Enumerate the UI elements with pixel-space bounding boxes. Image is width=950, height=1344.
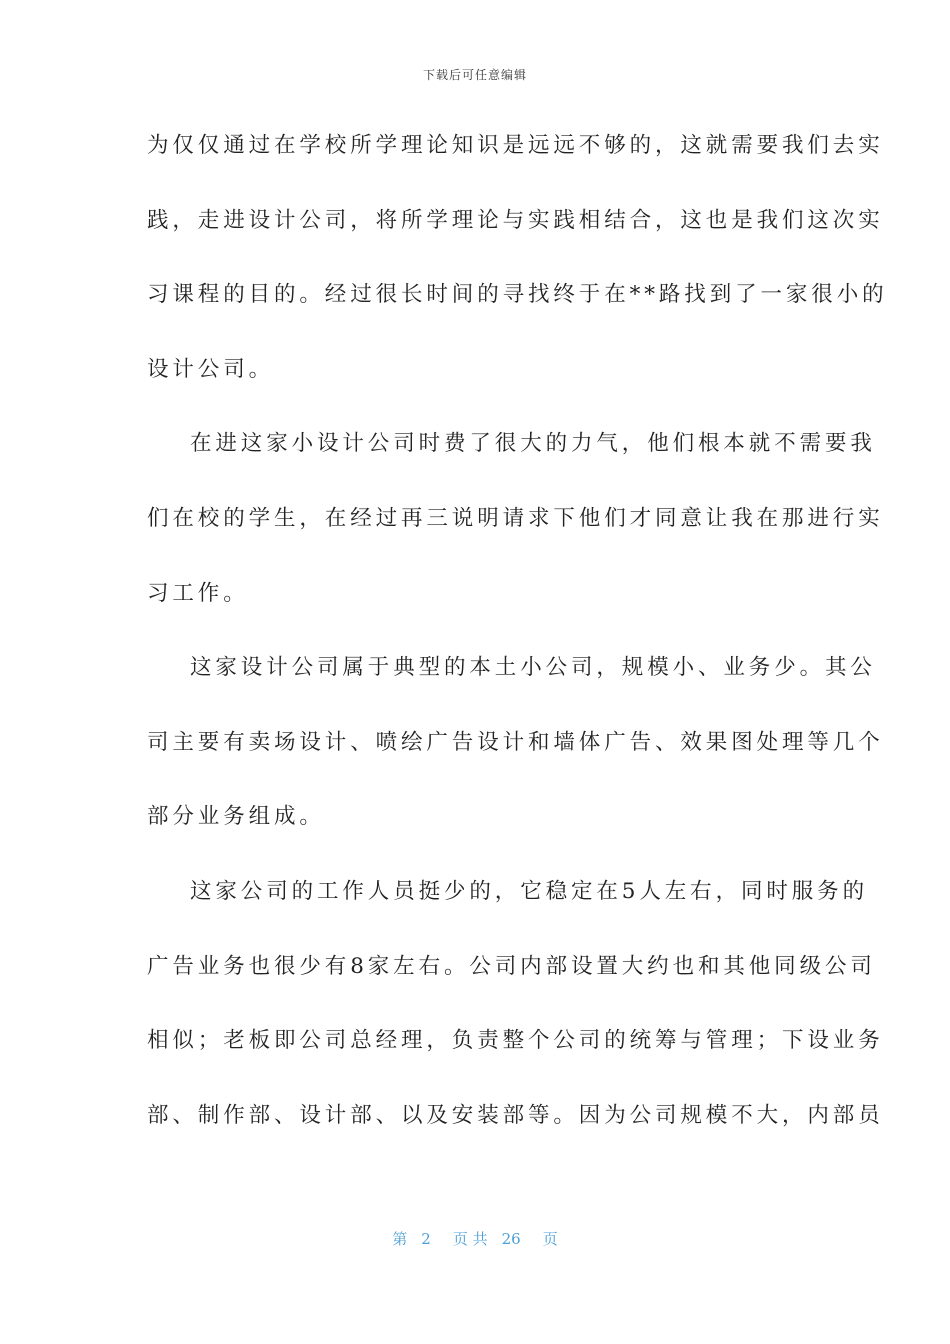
paragraph-first-line: 在进这家小设计公司时费了很大的力气，他们根本就不需要我 [190,431,876,457]
paragraph-first-line: 这家设计公司属于典型的本土小公司，规模小、业务少。其公 [190,655,876,681]
body-line: 设计公司。 [147,356,275,382]
body-line: 为仅仅通过在学校所学理论知识是远远不够的，这就需要我们去实 [147,133,884,158]
page-header: 下载后可任意编辑 [422,68,527,82]
body-line: 部分业务组成。 [147,804,325,830]
body-line: 部、制作部、设计部、以及安装部等。因为公司规模不大，内部员 [147,1102,884,1128]
body-line: 相似；老板即公司总经理，负责整个公司的统筹与管理；下设业务 [147,1028,884,1054]
footer-page-number: 2 [421,1230,431,1248]
body-line: 习课程的目的。经过很长时间的寻找终于在**路找到了一家很小的 [147,282,888,308]
paragraph-first-line: 这家公司的工作人员挺少的，它稳定在5人左右，同时服务的 [190,878,868,904]
body-line: 广告业务也很少有8家左右。公司内部设置大约也和其他同级公司 [147,953,876,979]
footer-total-pages: 26 [501,1230,521,1248]
body-line: 习工作。 [147,580,249,606]
footer-prefix: 第 [392,1230,408,1248]
page-footer [0,1228,950,1249]
body-line: 践，走进设计公司，将所学理论与实践相结合，这也是我们这次实 [147,207,884,233]
body-line: 司主要有卖场设计、喷绘广告设计和墙体广告、效果图处理等几个 [147,729,884,755]
body-line: 们在校的学生，在经过再三说明请求下他们才同意让我在那进行实 [147,505,884,531]
footer-suffix: 页 [542,1230,558,1248]
document-body [147,120,888,1164]
footer-middle: 页 共 [452,1230,488,1248]
